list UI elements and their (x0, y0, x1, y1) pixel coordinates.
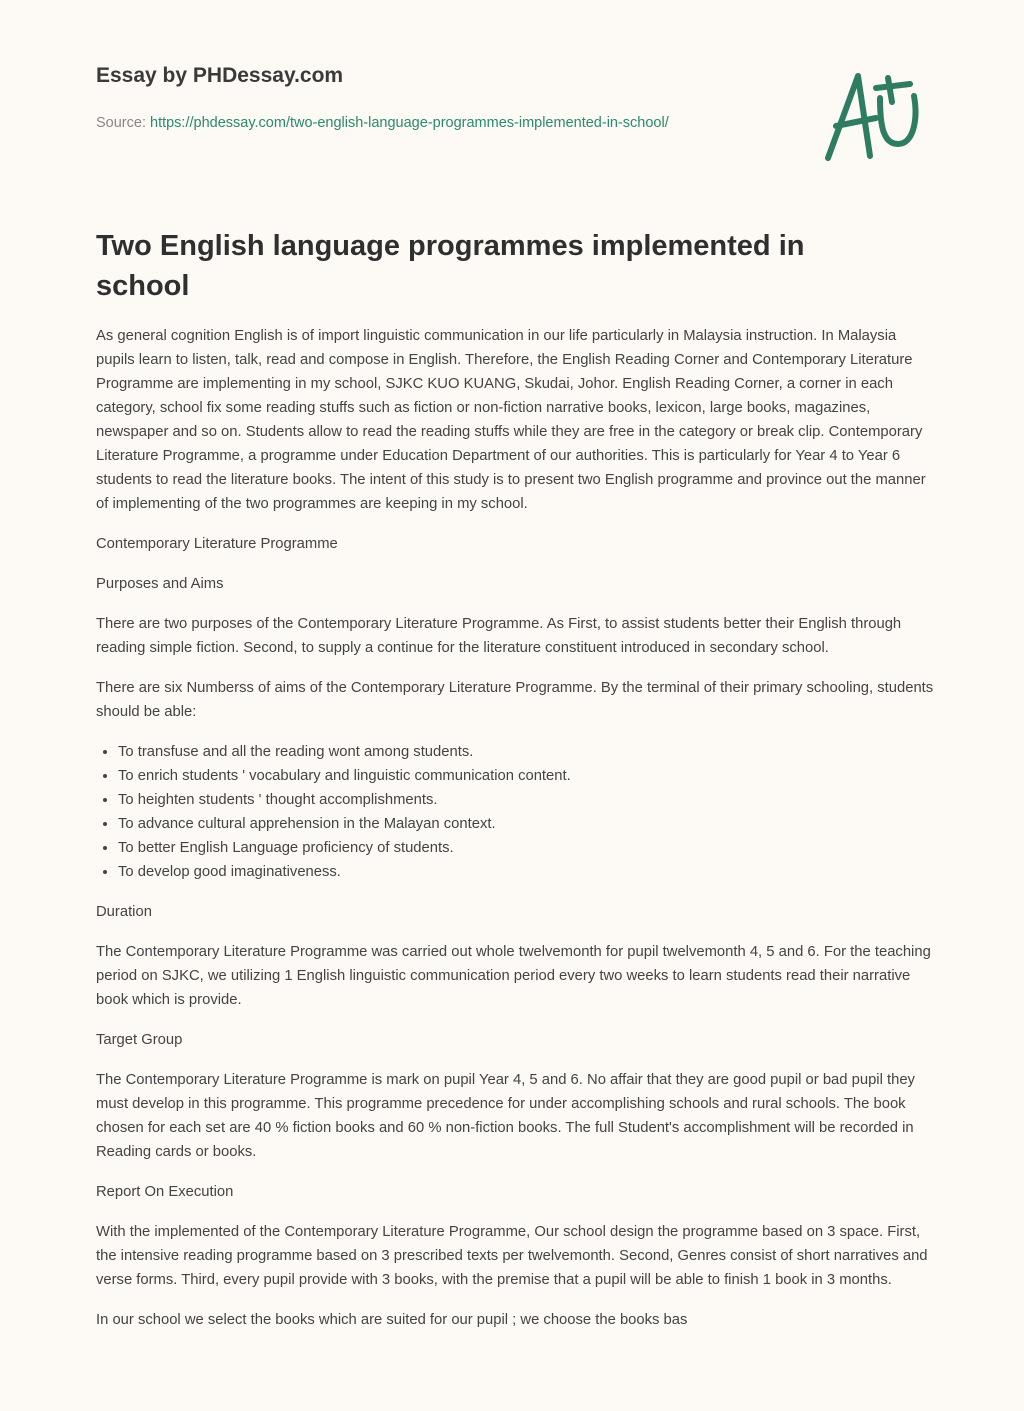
list-item: • To enrich students ' vocabulary and linguistic communication content. (118, 764, 936, 788)
site-brand: Essay by PHDessay.com (96, 64, 344, 87)
a-plus-logo (818, 68, 928, 164)
section-heading: Contemporary Literature Programme (96, 536, 338, 552)
essay-body (96, 324, 936, 1348)
paragraph: There are two purposes of the Contemporary Literature Programme. As First, to assist students better their English through reading simple fiction. Second, to supply a continue for the literature constituent introduced in secondary school. (96, 616, 902, 656)
list-item: • To advance cultural apprehension in the Malayan context. (118, 812, 936, 836)
list-item: • To develop good imaginativeness. (118, 860, 936, 884)
paragraph: The Contemporary Literature Programme is mark on pupil Year 4, 5 and 6. No affair that they are good pupil or bad pupil they must develop in this programme. This programme precedence for under accomplishing schools and rural schools. The book chosen for each set are 40 % fiction books and 60 % non-fiction books. The full Student's accomplishment will be recorded in Reading cards or books. (96, 1072, 915, 1160)
source-label: Source: (96, 115, 150, 131)
list-item: • To better English Language proficiency of students. (118, 836, 936, 860)
section-heading: Target Group (96, 1032, 183, 1048)
aims-list (96, 740, 936, 884)
section-heading: Purposes and Aims (96, 576, 224, 592)
paragraph: The Contemporary Literature Programme was carried out whole twelvemonth for pupil twelvemonth 4, 5 and 6. For the teaching period on SJKC, we utilizing 1 English linguistic communication period every two weeks to learn students read their narrative book which is provide. (96, 944, 931, 1008)
paragraph: With the implemented of the Contemporary Literature Programme, Our school design the programme based on 3 space. First, the intensive reading programme based on 3 prescribed texts per twelvemonth. Second, Genres consist of short narratives and verse forms. Third, every pupil provide with 3 books, with the premise that a pupil will be able to finish 1 book in 3 months. (96, 1224, 928, 1288)
paragraph: As general cognition English is of import linguistic communication in our life particularly in Malaysia instruction. In Malaysia pupils learn to listen, talk, read and compose in English. Therefore, the English Reading Corner and Contemporary Literature Programme are implementing in my school, SJKC KUO KUANG, Skudai, Johor. English Reading Corner, a corner in each category, school fix some reading stuffs such as fiction or non-fiction narrative books, lexicon, large books, magazines, newspaper and so on. Students allow to read the reading stuffs while they are free in the category or break clip. Contemporary Literature Programme, a programme under Education Department of our authorities. This is particularly for Year 4 to Year 6 students to read the literature books. The intent of this study is to present two English programme and province out the manner of implementing of the two programmes are keeping in my school. (96, 328, 926, 512)
list-item: • To transfuse and all the reading wont among students. (118, 740, 936, 764)
paragraph: There are six Numberss of aims of the Contemporary Literature Programme. By the terminal of their primary schooling, students should be able: (96, 680, 934, 720)
section-heading: Report On Execution (96, 1184, 234, 1200)
essay-title: Two English language programmes implemented in school (96, 230, 805, 302)
section-heading: Duration (96, 904, 152, 920)
source-link[interactable]: https://phdessay.com/two-english-language-programmes-implemented-in-school/ (150, 115, 669, 131)
source-line (96, 111, 736, 135)
list-item: • To heighten students ' thought accomplishments. (118, 788, 936, 812)
paragraph: In our school we select the books which are suited for our pupil ; we choose the books bas (96, 1312, 688, 1328)
